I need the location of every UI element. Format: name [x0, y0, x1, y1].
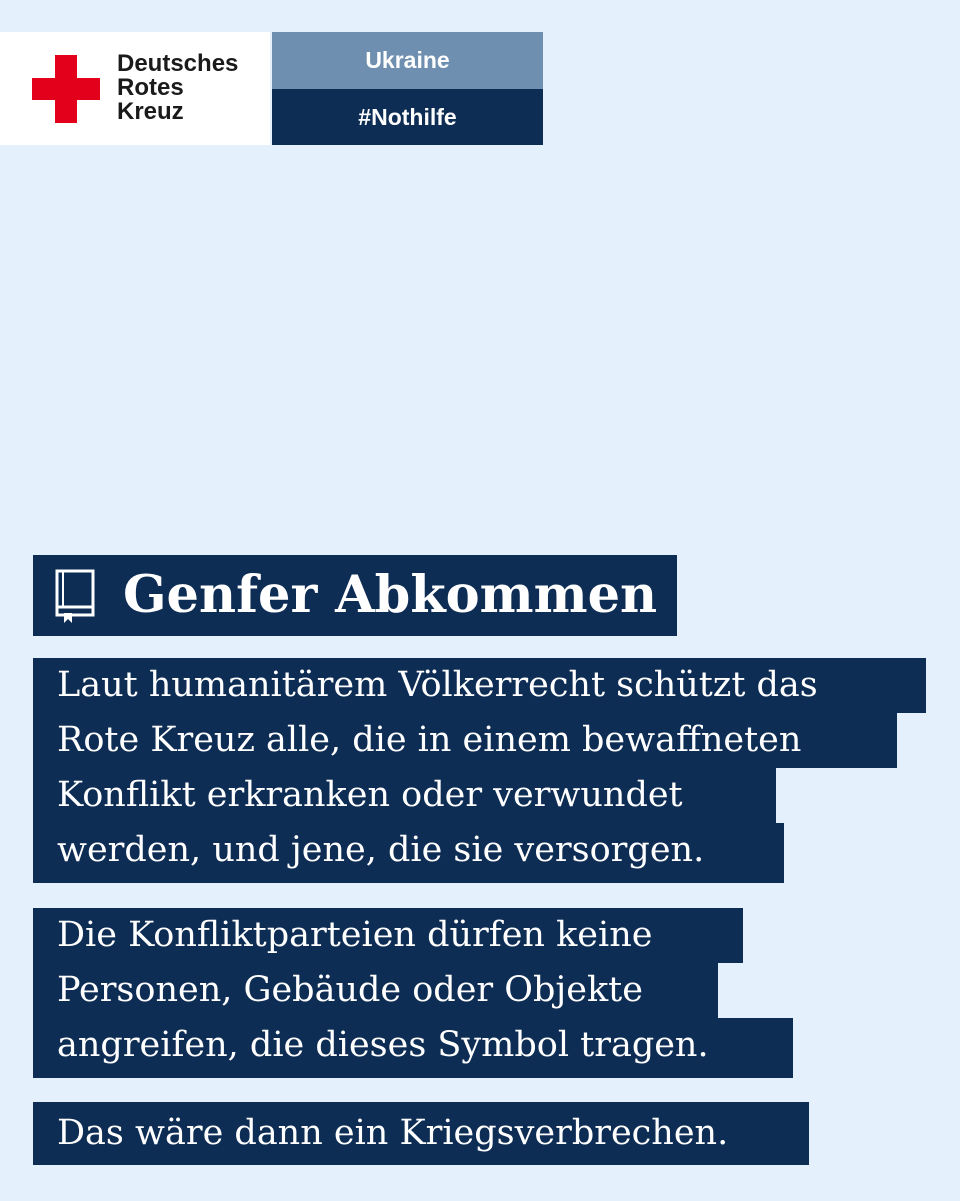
text-line: Personen, Gebäude oder Objekte — [33, 963, 718, 1018]
text-line: Das wäre dann ein Kriegsverbrechen. — [33, 1102, 809, 1165]
text-line: Die Konfliktparteien dürfen keine — [33, 908, 743, 963]
brand-name — [117, 52, 267, 124]
brand-name-line-3: Kreuz — [117, 98, 184, 125]
tag-nothilfe: #Nothilfe — [272, 89, 543, 145]
drk-logo — [0, 32, 270, 145]
section-heading — [33, 555, 677, 636]
book-icon — [55, 569, 95, 623]
text-line: Rote Kreuz alle, die in einem bewaffneten — [33, 713, 897, 768]
page-title: Genfer Abkommen — [123, 565, 658, 625]
brand-name-line-2: Rotes — [117, 74, 184, 101]
text-line: angreifen, die dieses Symbol tragen. — [33, 1018, 793, 1078]
text-line: Konflikt erkranken oder verwundet — [33, 768, 776, 823]
red-cross-icon — [32, 55, 100, 123]
text-line: werden, und jene, die sie versorgen. — [33, 823, 784, 883]
tag-ukraine: Ukraine — [272, 32, 543, 89]
text-line: Laut humanitärem Völkerrecht schützt das — [33, 658, 926, 713]
brand-name-line-1: Deutsches — [117, 50, 239, 77]
